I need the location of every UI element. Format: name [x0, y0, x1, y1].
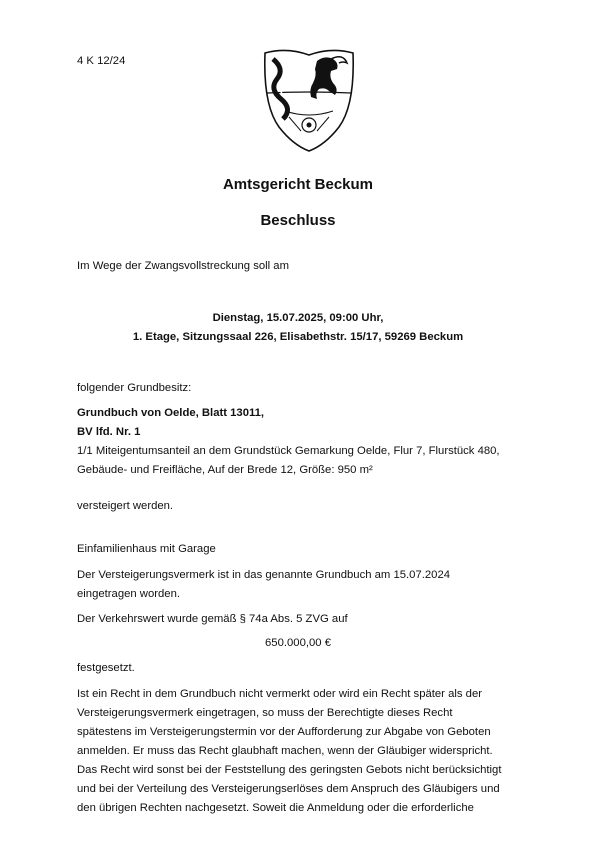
auction-date: Dienstag, 15.07.2025, 09:00 Uhr,: [212, 312, 384, 324]
legal-text-line: anmelden. Er muss das Recht glaubhaft machen, wenn der Gläubiger widerspricht.: [77, 745, 493, 757]
market-value: 650.000,00 €: [265, 637, 331, 649]
court-name: Amtsgericht Beckum: [222, 176, 374, 193]
property-description-line: Gebäude- und Freifläche, Auf der Brede 12, Größe: 950 m²: [77, 464, 373, 476]
property-intro: folgender Grundbesitz:: [77, 382, 192, 394]
bv-number: BV lfd. Nr. 1: [77, 426, 141, 438]
value-outro: festgesetzt.: [77, 662, 135, 674]
value-intro: Der Verkehrswert wurde gemäß § 74a Abs. 5 ZVG auf: [77, 613, 348, 625]
property-description-line: 1/1 Miteigentumsanteil an dem Grundstück Gemarkung Oelde, Flur 7, Flurstück 480,: [77, 445, 500, 457]
document-title: Beschluss: [260, 212, 336, 229]
building-type: Einfamilienhaus mit Garage: [77, 543, 216, 555]
legal-text-line: spätestens im Versteigerungstermin vor der Aufforderung zur Abgabe von Geboten: [77, 726, 491, 738]
legal-text-line: Das Recht wird sonst bei der Feststellung des geringsten Gebots nicht berücksichtigt: [77, 764, 502, 776]
legal-text-line: Ist ein Recht in dem Grundbuch nicht vermerkt oder wird ein Recht später als der: [77, 688, 482, 700]
auctioned-text: versteigert werden.: [77, 500, 174, 512]
legal-text-line: den übrigen Rechten nachgesetzt. Soweit die Anmeldung oder die erforderliche: [77, 802, 474, 814]
nrw-coat-of-arms-icon: [259, 45, 359, 155]
auction-location: 1. Etage, Sitzungssaal 226, Elisabethstr. 15/17, 59269 Beckum: [132, 331, 464, 343]
intro-text: Im Wege der Zwangsvollstreckung soll am: [77, 260, 290, 272]
legal-text-line: und bei der Verteilung des Versteigerungserlöses dem Anspruch des Gläubigers und: [77, 783, 500, 795]
registration-note-line: Der Versteigerungsvermerk ist in das genannte Grundbuch am 15.07.2024: [77, 569, 451, 581]
case-number: 4 K 12/24: [77, 55, 126, 67]
legal-text-line: Versteigerungsvermerk eingetragen, so muss der Berechtigte dieses Recht: [77, 707, 453, 719]
registration-note-line: eingetragen worden.: [77, 588, 181, 600]
land-register: Grundbuch von Oelde, Blatt 13011,: [77, 407, 265, 419]
